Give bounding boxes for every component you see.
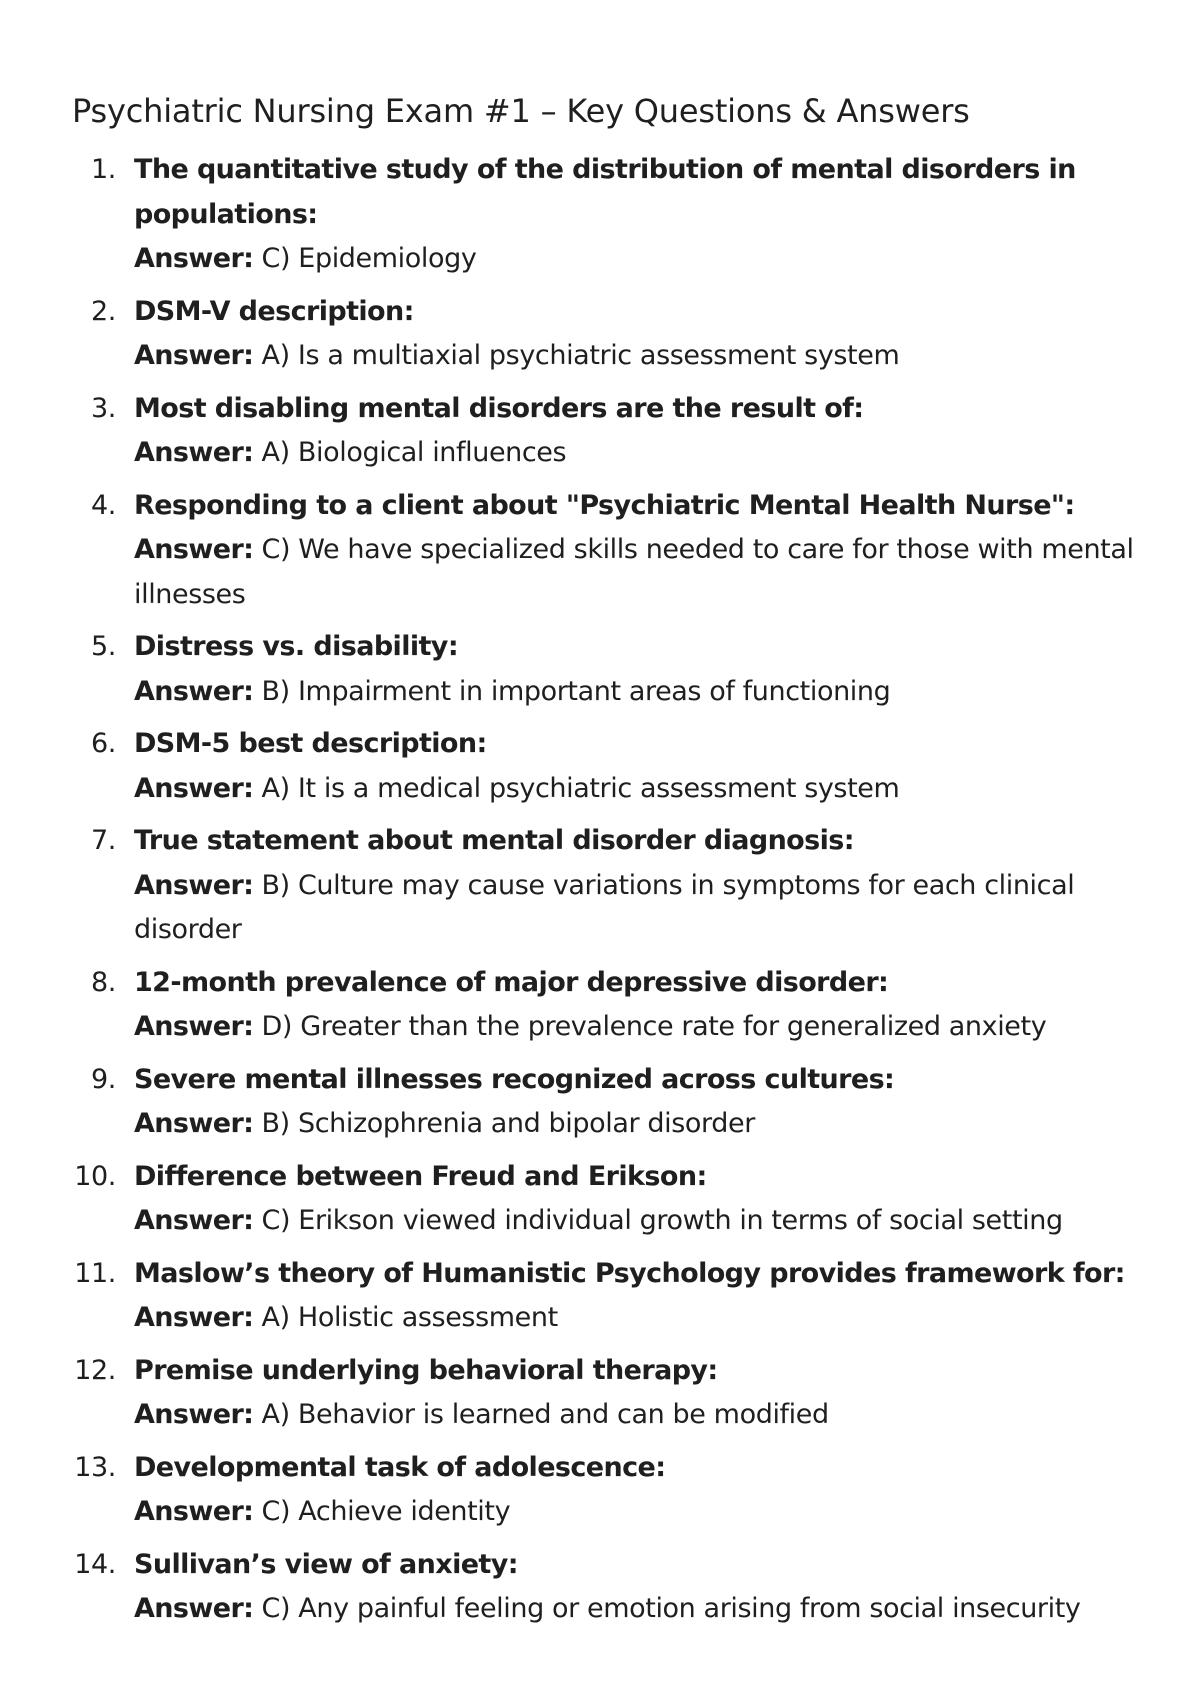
item-number: 6.: [91, 728, 116, 759]
answer-label: Answer:: [134, 1011, 254, 1042]
qa-item-1: [72, 148, 1140, 282]
answer-label: Answer:: [134, 1593, 254, 1624]
question-text: The quantitative study of the distribution of mental disorders in populations:: [134, 154, 1076, 230]
question-text: DSM-5 best description:: [134, 728, 487, 759]
question-text: Developmental task of adolescence:: [134, 1451, 666, 1483]
qa-item-6: [72, 722, 1140, 811]
item-number: 14.: [74, 1548, 116, 1580]
answer-label: Answer:: [134, 772, 254, 804]
question-text: 12-month prevalence of major depressive disorder:: [134, 966, 889, 998]
item-number: 7.: [91, 825, 116, 856]
answer-line: [134, 767, 1140, 812]
qa-item-14: [72, 1543, 1140, 1632]
item-number: 4.: [91, 489, 116, 521]
qa-item-4: [72, 484, 1140, 618]
answer-line: [134, 1490, 1140, 1535]
question-text: DSM-V description:: [134, 295, 414, 327]
answer-line: [134, 1005, 1140, 1050]
item-number: 13.: [74, 1451, 116, 1483]
qa-item-3: [72, 387, 1140, 476]
qa-item-13: [72, 1446, 1140, 1535]
answer-line: [134, 1393, 1140, 1438]
question-text: Difference between Freud and Erikson:: [134, 1160, 707, 1192]
question-text: Sullivan’s view of anxiety:: [134, 1548, 518, 1580]
answer-text: B) Schizophrenia and bipolar disorder: [253, 1108, 755, 1139]
answer-text: D) Greater than the prevalence rate for generalized anxiety: [253, 1011, 1047, 1042]
qa-item-5: [72, 625, 1140, 714]
question-list: [72, 148, 1140, 1632]
answer-text: C) Any painful feeling or emotion arising from social insecurity: [253, 1593, 1081, 1624]
answer-line: [134, 670, 1140, 715]
qa-item-7: [72, 819, 1140, 953]
answer-text: C) We have specialized skills needed to care for those with mental illnesses: [134, 534, 1134, 610]
answer-text: C) Erikson viewed individual growth in terms of social setting: [253, 1205, 1063, 1236]
qa-item-12: [72, 1349, 1140, 1438]
answer-line: [134, 431, 1140, 476]
item-number: 1.: [91, 154, 116, 185]
question-text: Severe mental illnesses recognized across cultures:: [134, 1063, 895, 1095]
answer-label: Answer:: [134, 340, 254, 371]
answer-text: A) Behavior is learned and can be modified: [253, 1399, 829, 1430]
answer-label: Answer:: [134, 1302, 254, 1333]
answer-label: Answer:: [134, 1205, 254, 1236]
answer-text: C) Achieve identity: [253, 1496, 511, 1527]
answer-label: Answer:: [134, 1108, 254, 1139]
answer-label: Answer:: [134, 437, 254, 468]
answer-text: A) Holistic assessment: [253, 1302, 558, 1333]
item-number: 11.: [74, 1257, 116, 1289]
answer-text: A) It is a medical psychiatric assessment system: [253, 772, 900, 804]
item-number: 12.: [74, 1354, 116, 1386]
item-number: 5.: [91, 631, 116, 662]
item-number: 8.: [91, 966, 116, 998]
answer-label: Answer:: [134, 675, 254, 707]
answer-line: [134, 864, 1140, 953]
answer-label: Answer:: [134, 1496, 254, 1527]
answer-line: [134, 237, 1140, 282]
qa-item-10: [72, 1155, 1140, 1244]
answer-label: Answer:: [134, 534, 254, 565]
answer-label: Answer:: [134, 869, 254, 901]
answer-line: [134, 1199, 1140, 1244]
item-number: 9.: [91, 1063, 116, 1095]
answer-line: [134, 334, 1140, 379]
answer-text: C) Epidemiology: [253, 243, 477, 274]
answer-line: [134, 1102, 1140, 1147]
qa-item-8: [72, 961, 1140, 1050]
answer-line: [134, 1587, 1140, 1632]
answer-text: B) Impairment in important areas of functioning: [253, 675, 891, 707]
question-text: True statement about mental disorder diagnosis:: [134, 825, 854, 856]
item-number: 2.: [91, 295, 116, 327]
answer-text: B) Culture may cause variations in symptoms for each clinical disorder: [134, 869, 1075, 945]
answer-line: [134, 1296, 1140, 1341]
document-title: Psychiatric Nursing Exam #1 – Key Questions & Answers: [72, 92, 970, 130]
answer-label: Answer:: [134, 243, 254, 274]
question-text: Maslow’s theory of Humanistic Psychology provides framework for:: [134, 1257, 1125, 1289]
question-text: Premise underlying behavioral therapy:: [134, 1354, 718, 1386]
answer-text: A) Is a multiaxial psychiatric assessment system: [253, 340, 900, 371]
answer-label: Answer:: [134, 1399, 254, 1430]
qa-item-11: [72, 1252, 1140, 1341]
question-text: Most disabling mental disorders are the result of:: [134, 392, 864, 424]
answer-text: A) Biological influences: [253, 437, 567, 468]
qa-item-2: [72, 290, 1140, 379]
question-text: Responding to a client about "Psychiatric Mental Health Nurse":: [134, 489, 1075, 521]
item-number: 10.: [74, 1160, 116, 1192]
answer-line: [134, 528, 1140, 617]
question-text: Distress vs. disability:: [134, 631, 459, 662]
qa-item-9: [72, 1058, 1140, 1147]
item-number: 3.: [91, 392, 116, 424]
